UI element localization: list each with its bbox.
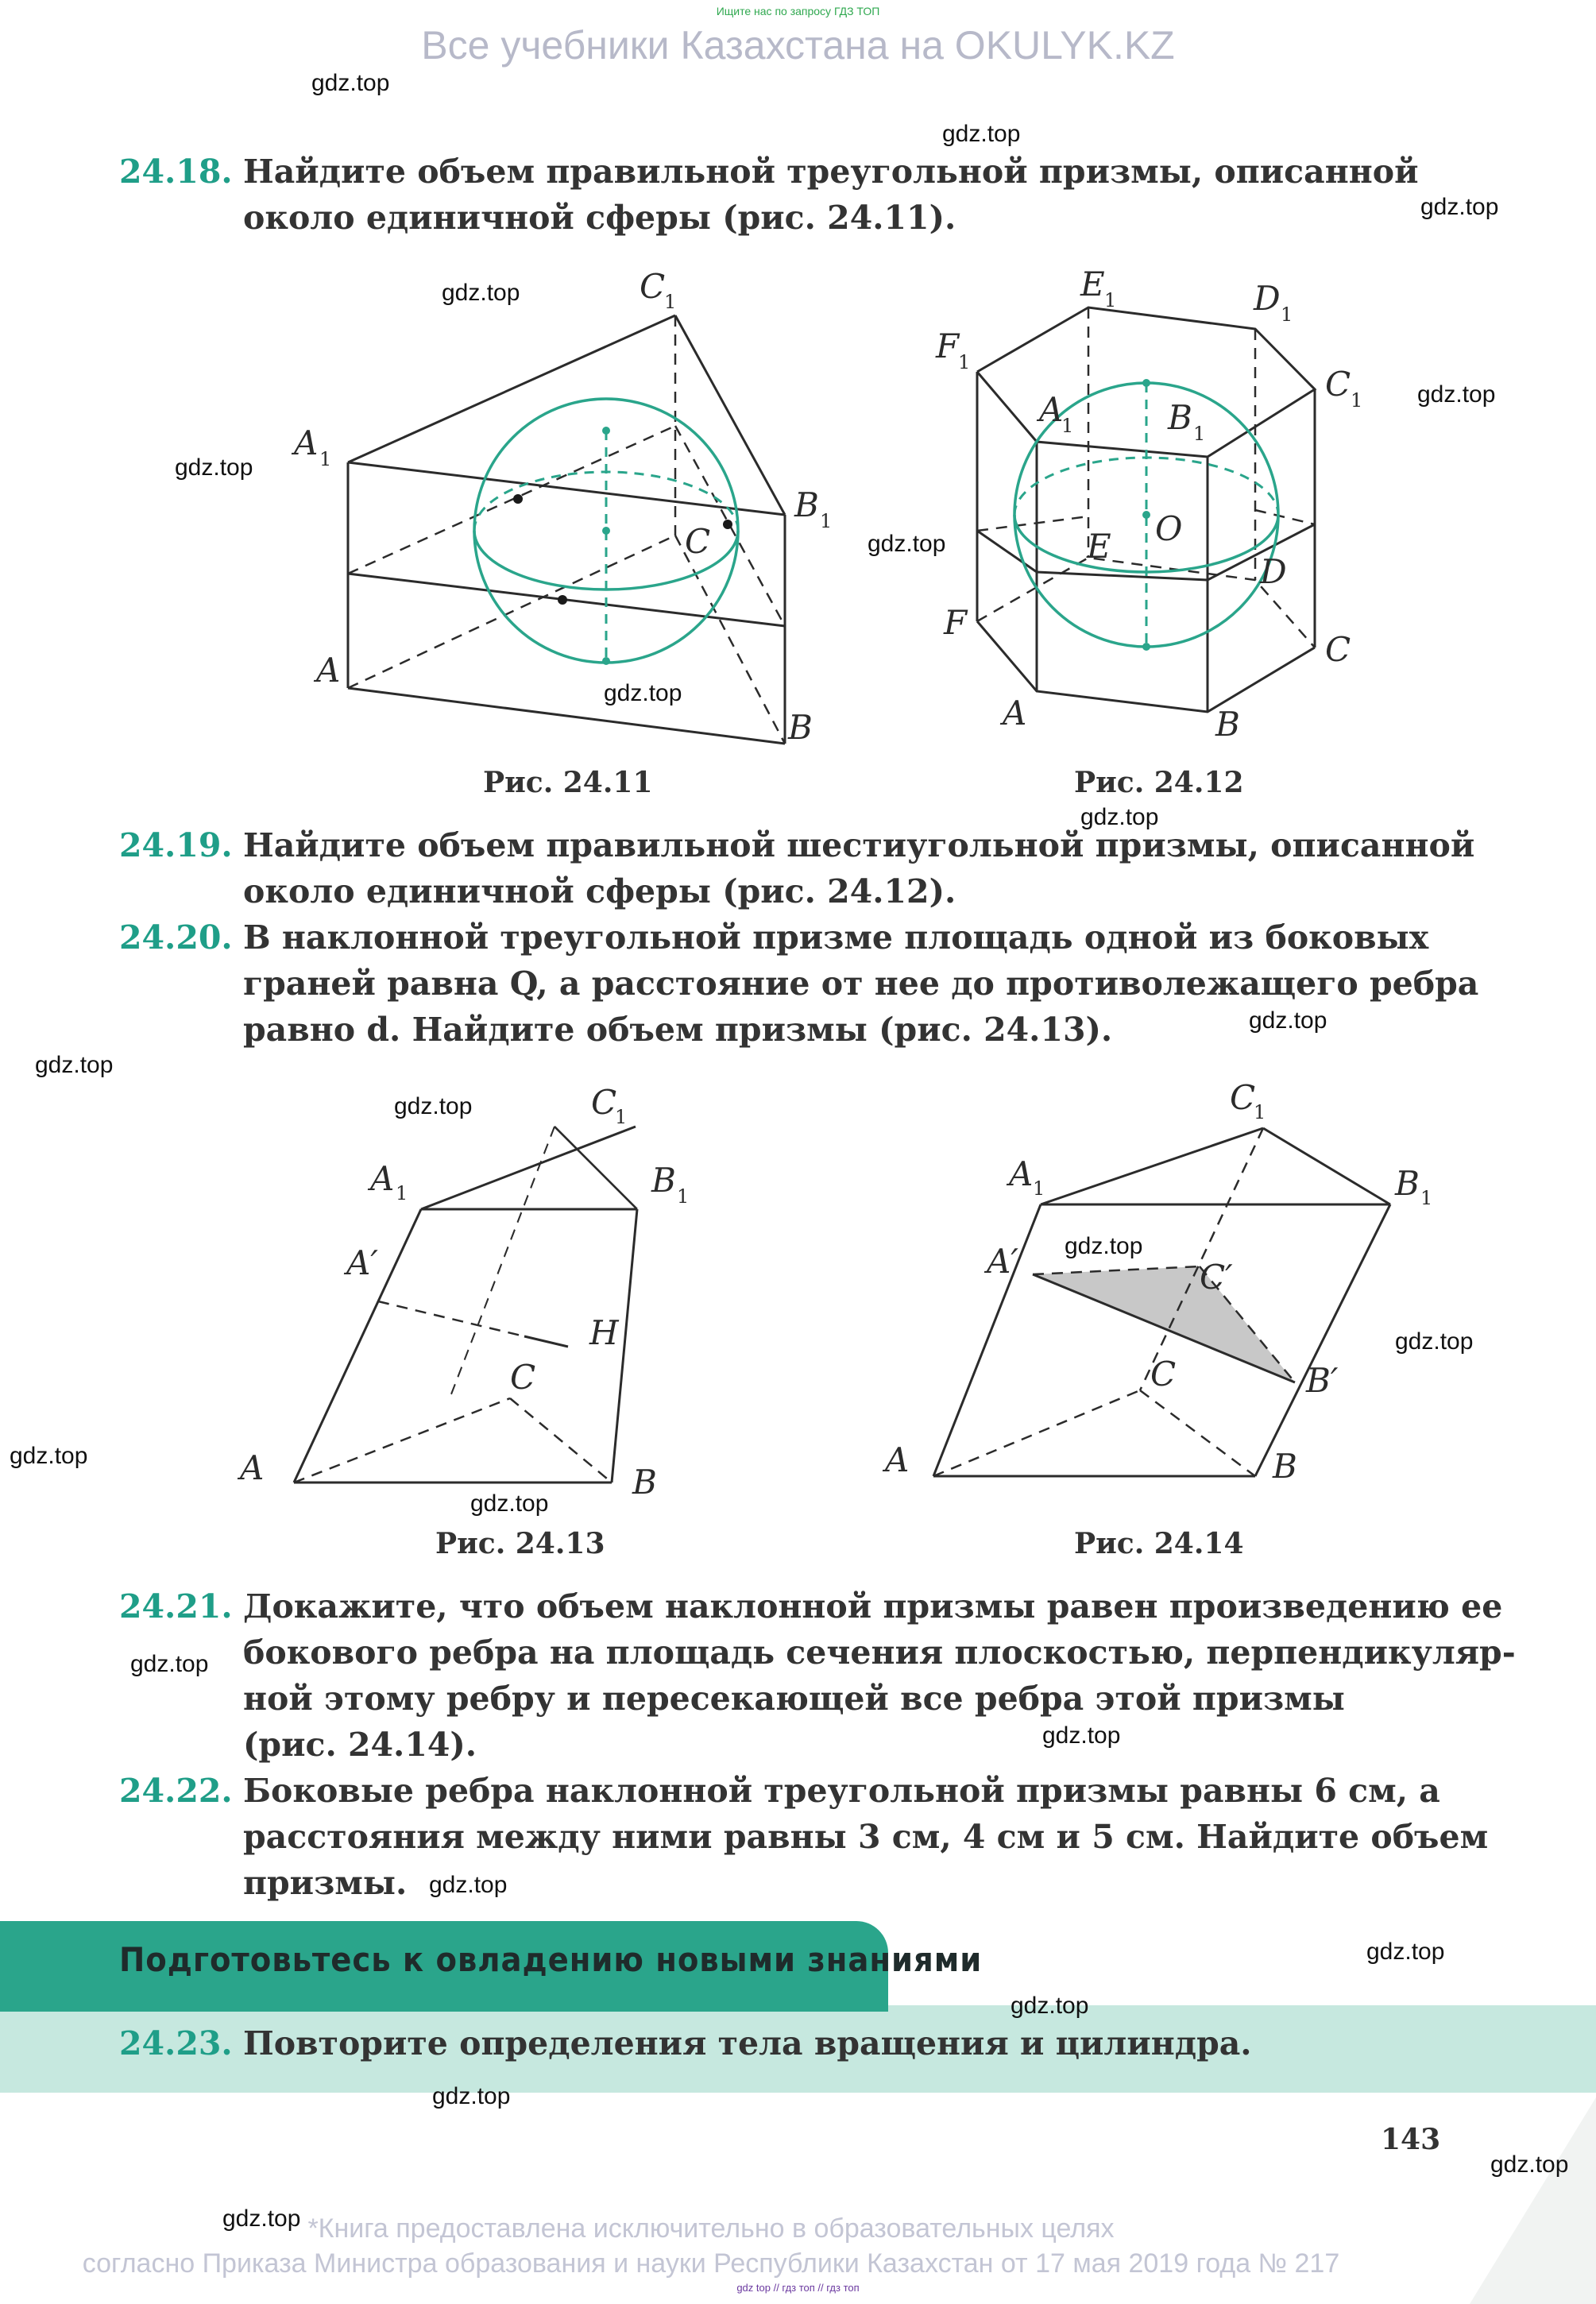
problem-number-24-19: 24.19.: [119, 826, 233, 864]
label-B1: B: [1395, 1164, 1420, 1203]
midline-back-left: [348, 426, 675, 574]
svg-text:1: 1: [1351, 389, 1363, 412]
watermark: gdz.top: [1011, 1993, 1089, 2019]
figure-24-11: [286, 262, 858, 755]
watermark: gdz.top: [429, 1872, 508, 1898]
caption-24-14: Рис. 24.14: [1074, 1527, 1244, 1560]
label-O: O: [1155, 509, 1183, 548]
problem-text-line: Докажите, что объем наклонной призмы равен произведению ее: [243, 1587, 1503, 1626]
label-A: A: [885, 1440, 910, 1479]
problem-text-line: расстояния между ними равны 3 см, 4 см и 5 см. Найдите объем: [243, 1818, 1489, 1856]
watermark: gdz.top: [1080, 804, 1159, 830]
problem-number-24-20: 24.20.: [119, 918, 233, 957]
svg-text:1: 1: [958, 351, 971, 373]
footer-line-1: *Книга предоставлена исключительно в образовательных целях: [307, 2213, 1115, 2244]
label-F1: F: [936, 327, 960, 365]
problem-text-line: Повторите определения тела вращения и цилиндра.: [243, 2024, 1252, 2062]
figure-24-13: [230, 1073, 739, 1502]
watermark: gdz.top: [868, 531, 946, 557]
label-C: C: [1150, 1355, 1177, 1394]
section-title: Подготовьтесь к овладению новыми знаниями: [119, 1940, 983, 1979]
label-B: B: [788, 708, 813, 747]
label-B: B: [1273, 1447, 1297, 1486]
edge-CB-hidden: [675, 535, 785, 744]
problem-text-line: Найдите объем правильной треугольной призмы, описанной: [243, 153, 1419, 191]
svg-text:1: 1: [1033, 1177, 1045, 1200]
watermark: gdz.top: [35, 1052, 114, 1078]
label-C-prime: C′: [1200, 1258, 1233, 1297]
problem-number-24-23: 24.23.: [119, 2024, 233, 2062]
site-banner: Все учебники Казахстана на OKULYK.KZ: [421, 23, 1175, 68]
footer-line-2: согласно Приказа Министра образования и науки Республики Казахстан от 17 мая 2019 года № 217: [82, 2248, 1340, 2279]
label-E: E: [1087, 527, 1111, 566]
problem-text-line: (рис. 24.14).: [243, 1726, 477, 1764]
watermark: gdz.top: [470, 1490, 549, 1517]
svg-text:1: 1: [319, 448, 332, 470]
watermark: gdz.top: [1249, 1007, 1327, 1034]
watermark: gdz.top: [311, 70, 390, 96]
problem-text-line: бокового ребра на площадь сечения плоскостью, перпендикуляр-: [243, 1633, 1516, 1672]
label-C1: C: [1230, 1078, 1256, 1117]
label-B1: B: [1168, 398, 1192, 437]
label-A: A: [1003, 694, 1027, 733]
label-B-prime: B′: [1306, 1361, 1339, 1400]
label-A1: A: [294, 423, 319, 462]
label-C: C: [510, 1358, 536, 1397]
label-A1: A: [1039, 390, 1064, 429]
label-B1: B: [651, 1161, 676, 1200]
label-A1: A: [370, 1159, 395, 1198]
watermark: gdz.top: [442, 280, 520, 306]
label-C: C: [1325, 630, 1351, 669]
problem-text-line: ной этому ребру и пересекающей все ребра этой призмы: [243, 1680, 1345, 1718]
watermark: gdz.top: [1417, 381, 1496, 408]
svg-text:1: 1: [1420, 1187, 1433, 1209]
problem-text-line: равно d. Найдите объем призмы (рис. 24.13).: [243, 1011, 1113, 1049]
caption-24-13: Рис. 24.13: [435, 1527, 605, 1560]
label-B: B: [632, 1463, 657, 1502]
watermark: gdz.top: [130, 1651, 209, 1677]
problem-number-24-22: 24.22.: [119, 1772, 233, 1810]
label-A: A: [240, 1448, 265, 1487]
watermark: gdz.top: [1366, 1939, 1445, 1965]
watermark: gdz.top: [1065, 1233, 1143, 1259]
watermark: gdz.top: [942, 121, 1021, 147]
svg-text:1: 1: [1281, 303, 1293, 326]
edge-A1B1: [348, 462, 785, 515]
label-C1: C: [1325, 365, 1351, 404]
label-E1: E: [1080, 265, 1105, 303]
watermark: gdz.top: [10, 1443, 88, 1469]
label-A-prime: A′: [346, 1243, 378, 1282]
watermark: gdz.top: [604, 680, 682, 706]
footer-small: gdz top // гдз топ // гдз топ: [736, 2282, 860, 2294]
svg-text:1: 1: [396, 1182, 408, 1204]
figure-24-14: [874, 1065, 1446, 1494]
svg-text:1: 1: [664, 291, 677, 313]
problem-number-24-18: 24.18.: [119, 153, 233, 191]
page-number: 143: [1381, 2123, 1441, 2156]
watermark: gdz.top: [1420, 194, 1499, 220]
page-corner-decoration: [1422, 2082, 1596, 2304]
watermark: gdz.top: [394, 1093, 473, 1119]
label-F: F: [944, 603, 968, 642]
watermark: gdz.top: [222, 2205, 301, 2232]
svg-text:1: 1: [1254, 1101, 1266, 1123]
edge-AC-hidden: [348, 535, 675, 688]
problem-text-line: граней равна Q, а расстояние от нее до противолежащего ребра: [243, 965, 1479, 1003]
svg-text:1: 1: [820, 510, 833, 532]
figure-24-12: [922, 262, 1414, 755]
problem-text-line: призмы.: [243, 1864, 408, 1902]
watermark: gdz.top: [1042, 1722, 1121, 1749]
label-B: B: [1215, 705, 1240, 744]
svg-text:1: 1: [1193, 423, 1206, 445]
label-B1: B: [794, 485, 819, 524]
label-C: C: [685, 522, 711, 561]
problem-text-line: Боковые ребра наклонной треугольной призмы равны 6 см, а: [243, 1772, 1440, 1810]
label-C1: C: [640, 267, 666, 306]
svg-text:1: 1: [1104, 289, 1117, 311]
label-A: A: [316, 651, 341, 690]
svg-text:1: 1: [1061, 415, 1074, 437]
top-note: Ищите нас по запросу ГДЗ ТОП: [716, 5, 880, 17]
problem-text-line: около единичной сферы (рис. 24.12).: [243, 872, 956, 910]
label-H: H: [589, 1313, 619, 1352]
watermark: gdz.top: [1395, 1328, 1474, 1355]
label-A-prime: A′: [987, 1242, 1018, 1281]
problem-text-line: около единичной сферы (рис. 24.11).: [243, 199, 956, 237]
label-D1: D: [1254, 279, 1281, 318]
problem-text-line: Найдите объем правильной шестиугольной призмы, описанной: [243, 826, 1475, 864]
svg-text:1: 1: [615, 1106, 628, 1128]
caption-24-12: Рис. 24.12: [1074, 766, 1244, 799]
problem-number-24-21: 24.21.: [119, 1587, 233, 1626]
watermark: gdz.top: [175, 454, 253, 481]
caption-24-11: Рис. 24.11: [483, 766, 653, 799]
label-D: D: [1260, 552, 1287, 591]
label-C1: C: [591, 1083, 617, 1122]
watermark: gdz.top: [1490, 2151, 1569, 2178]
label-A1: A: [1009, 1154, 1034, 1193]
svg-text:1: 1: [677, 1185, 690, 1208]
edge-AB: [348, 688, 785, 744]
watermark: gdz.top: [432, 2083, 511, 2109]
problem-text-line: В наклонной треугольной призме площадь одной из боковых: [243, 918, 1429, 957]
